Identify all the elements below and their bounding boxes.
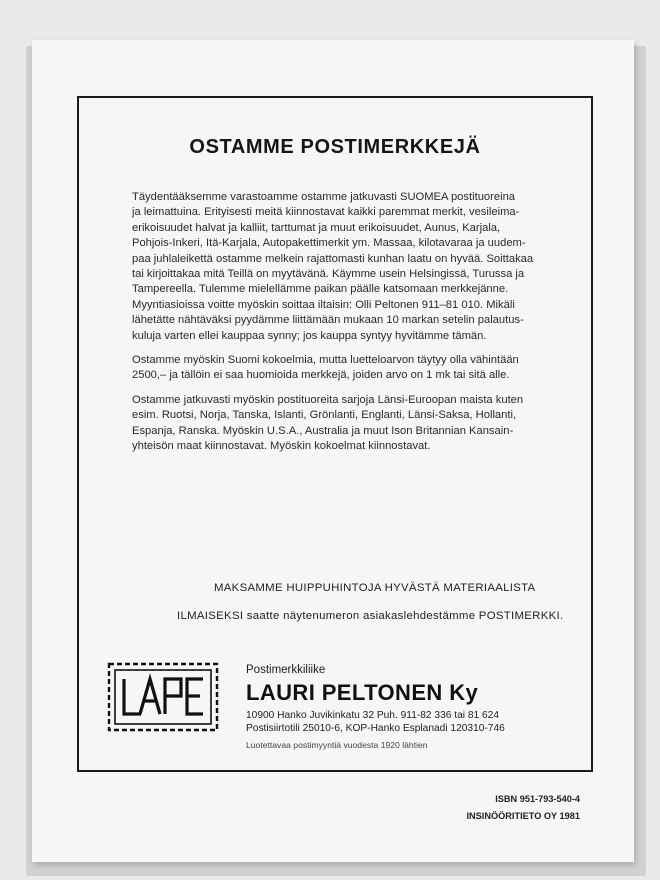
- text-line: tai kirjoittakaa mitä Teillä on myytävänä. Käymme usein Helsingissä, Turussa ja: [132, 268, 525, 281]
- text-line: kuluja varten ellei kauppaa synny; jos kauppa syntyy hyvitämme tämän.: [132, 329, 487, 342]
- paragraph-2: [132, 353, 546, 384]
- isbn-text: ISBN 951-793-540-4: [495, 794, 580, 804]
- company-kicker: Postimerkkiliike: [246, 664, 326, 676]
- cta-line-free-sample: ILMAISEKSI saatte näytenumeron asiakaslehdestämme POSTIMERKKI.: [177, 610, 564, 622]
- company-note: Luotettavaa postimyyntiä vuodesta 1920 lähtien: [246, 740, 428, 750]
- text-line: Tampereella. Tulemme mielellämme paikan päälle katsomaan merkkejänne.: [132, 283, 509, 296]
- text-line: 2500,– ja tällöin ei saa huomioida merkkejä, joiden arvo on 1 mk tai sitä alle.: [132, 369, 510, 382]
- text-line: lähetätte nähtäväksi pyydämme liittämään mukaan 10 markan setelin palautus-: [132, 314, 524, 327]
- text-line: erikoisuudet halvat ja kalliit, tarttumat ja muut erikoisuudet, Aunus, Karjala,: [132, 221, 501, 234]
- text-line: Ostamme jatkuvasti myöskin postituoreita sarjoja Länsi-Euroopan maista kuten: [132, 393, 524, 406]
- paragraph-3: [132, 393, 546, 455]
- ad-body: [132, 190, 546, 464]
- text-line: ja leimattuina. Erityisesti meitä kiinnostavat kaikki paremmat merkit, vesileima-: [132, 206, 520, 219]
- advertisement-frame: [77, 96, 593, 772]
- text-line: Myyntiasioissa voitte myöskin soittaa iltaisin: Olli Peltonen 911–81 010. Mikäli: [132, 298, 515, 311]
- lape-logo: [107, 662, 219, 732]
- company-name: LAURI PELTONEN Ky: [246, 680, 479, 705]
- text-line: esim. Ruotsi, Norja, Tanska, Islanti, Grönlanti, Englanti, Länsi-Saksa, Hollanti,: [132, 409, 517, 422]
- paragraph-1: [132, 190, 546, 344]
- text-line: Täydentääksemme varastoamme ostamme jatkuvasti SUOMEA postituoreina: [132, 191, 516, 203]
- text-line: yhteisön maat kiinnostavat. Myöskin kokoelmat kiinnostavat.: [132, 440, 431, 453]
- text-line: Ostamme myöskin Suomi kokoelmia, mutta luetteloarvon täytyy olla vähintään: [132, 354, 519, 367]
- text-line: paa juhlaleikettä ostamme melkein rajattomasti kunhan laatu on hyvää. Soittakaa: [132, 252, 534, 265]
- text-line: Espanja, Ranska. Myöskin U.S.A., Australia ja muut Ison Britannian Kansain-: [132, 424, 514, 437]
- ad-title: OSTAMME POSTIMERKKEJÄ: [189, 136, 481, 158]
- company-accounts: Postisiirtotili 25010-6, KOP-Hanko Esplanadi 120310-746: [246, 723, 505, 734]
- text-line: Pohjois-Inkeri, Itä-Karjala, Autopakettimerkit ym. Massaa, kilotavaraa ja uudem-: [132, 237, 526, 250]
- back-cover: [32, 40, 634, 862]
- publisher-text: INSINÖÖRITIETO OY 1981: [466, 811, 580, 821]
- cta-line-prices: MAKSAMME HUIPPUHINTOJA HYVÄSTÄ MATERIAALISTA: [214, 582, 536, 594]
- company-address: 10900 Hanko Juvikinkatu 32 Puh. 911-82 336 tai 81 624: [246, 710, 499, 721]
